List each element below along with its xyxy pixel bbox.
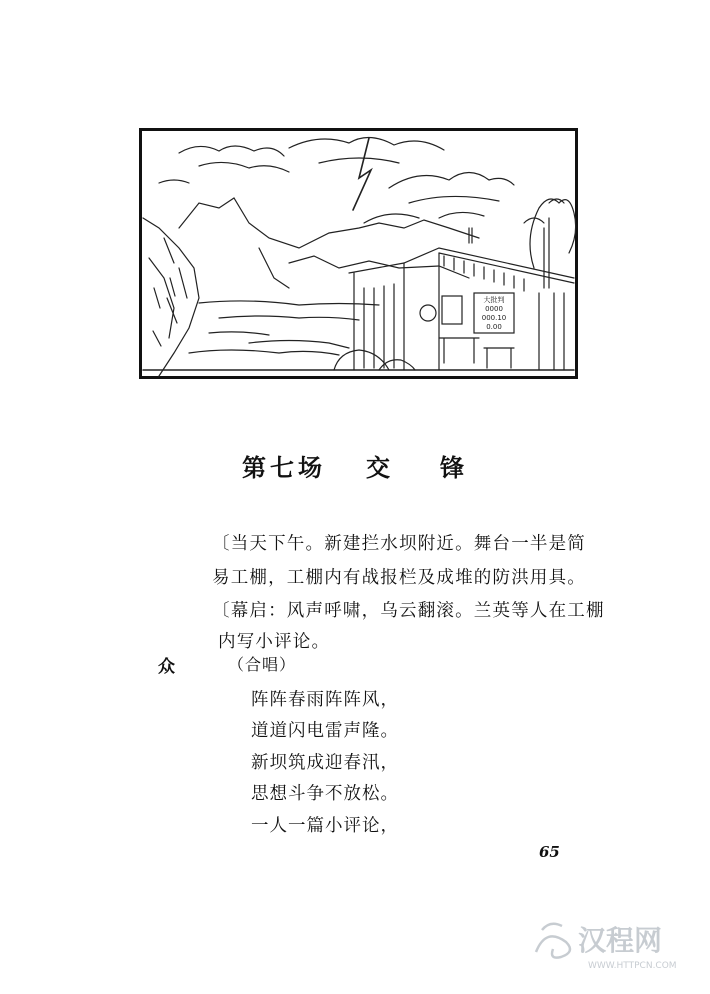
- scene-title-word-1: 交: [366, 453, 394, 482]
- watermark-brand-text: 汉程网: [578, 924, 663, 957]
- verse-line: 思想斗争不放松。: [251, 784, 399, 804]
- scene-illustration: [139, 128, 578, 379]
- scene-title-word-2: 锋: [440, 453, 468, 482]
- board-text-line: 0.00: [486, 323, 502, 331]
- stage-direction-line: 〔幕启：风声呼啸，乌云翻滚。兰英等人在工棚: [212, 601, 605, 621]
- board-text-line: 000.10: [481, 314, 507, 322]
- landscape-with-work-shed-illustration: [139, 128, 578, 379]
- page-number: 65: [539, 843, 560, 861]
- watermark: [528, 912, 698, 974]
- verse-line: 道道闪电雷声隆。: [251, 721, 399, 741]
- stage-direction-line: 〔当天下午。新建拦水坝附近。舞台一半是简: [212, 534, 586, 554]
- verse-line: 新坝筑成迎春汛，: [251, 753, 399, 773]
- watermark-url-text: WWW.HTTPCN.COM: [588, 961, 677, 971]
- board-text-line: 0000: [485, 305, 503, 313]
- swirl-logo-icon: [536, 924, 570, 958]
- verse-line: 一人一篇小评论，: [251, 816, 399, 836]
- verse-line: 阵阵春雨阵阵风，: [251, 690, 399, 710]
- scene-number: 第七场: [242, 453, 326, 482]
- speaker-label: 众: [158, 657, 175, 677]
- stage-direction-line: 易工棚，工棚内有战报栏及成堆的防洪用具。: [212, 568, 586, 588]
- stage-direction-line: 内写小评论。: [218, 632, 331, 652]
- scene-title: [0, 448, 710, 483]
- cue-label: （合唱）: [228, 655, 297, 674]
- board-text-line: 大批判: [483, 296, 505, 304]
